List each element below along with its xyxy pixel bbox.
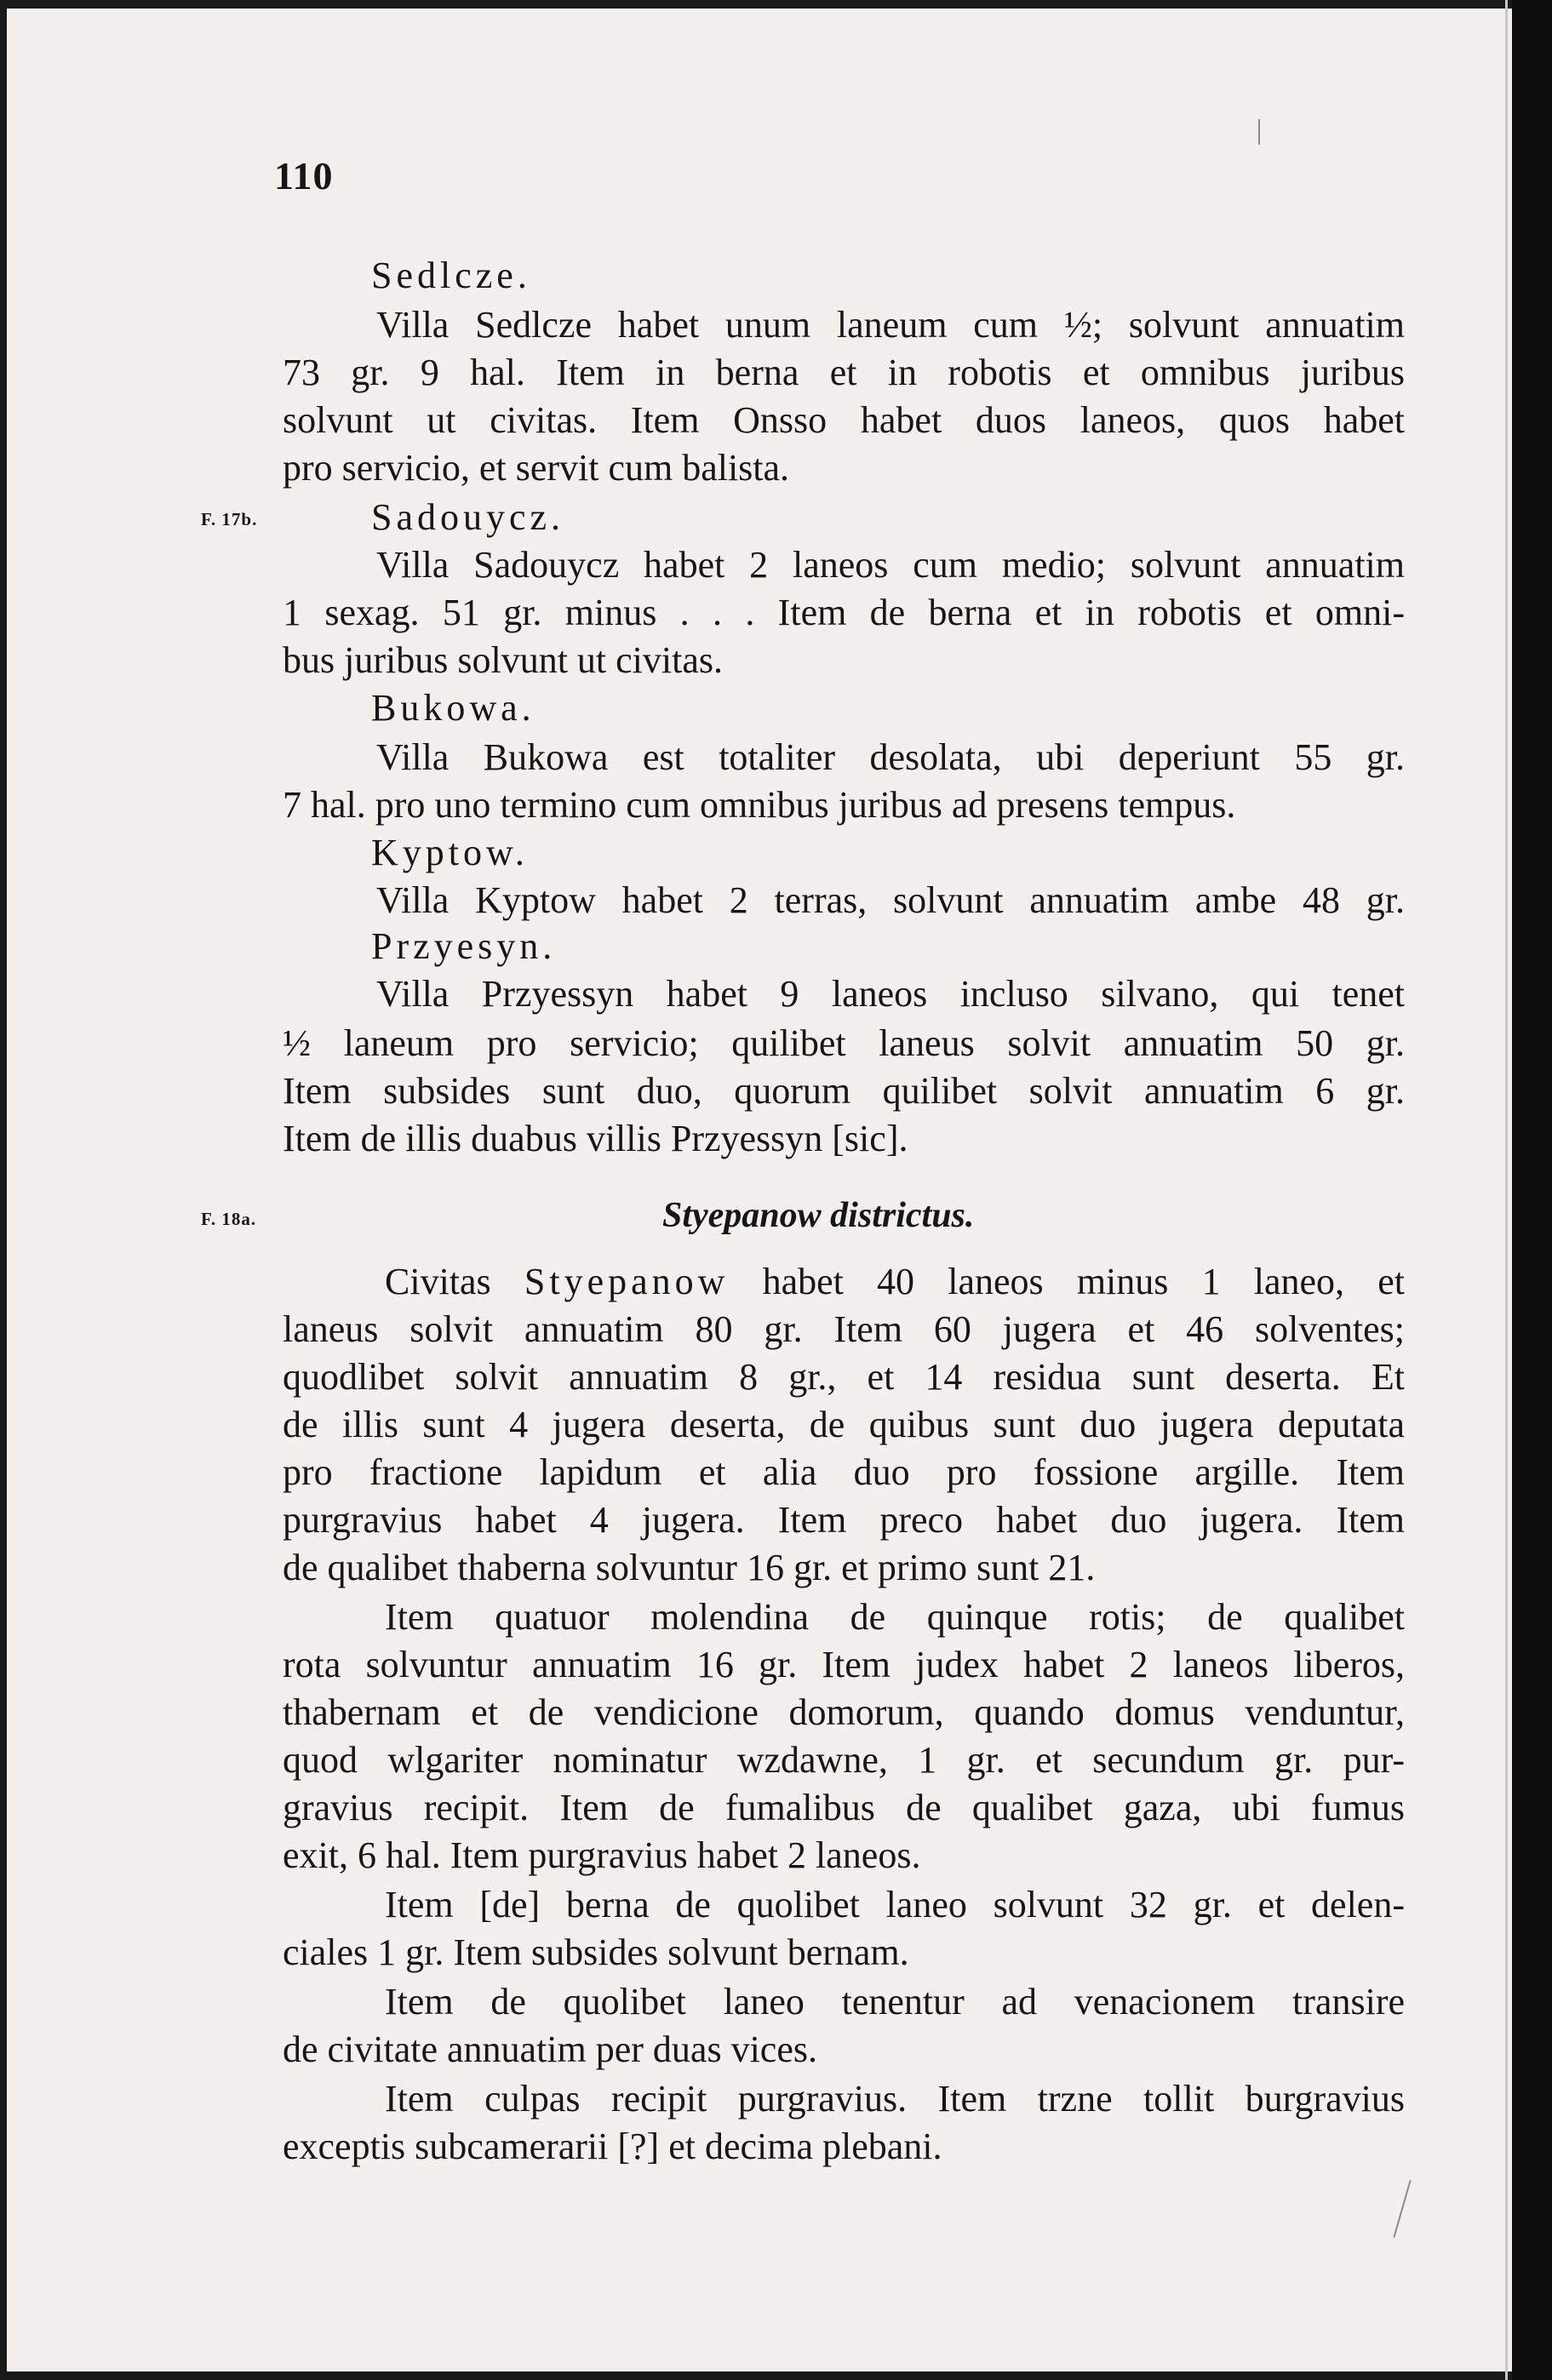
text-line: exit, 6 hal. Item purgravius habet 2 laneos.	[283, 1834, 921, 1876]
text-line: de illis sunt 4 jugera deserta, de quibus sunt duo jugera deputata	[283, 1404, 1405, 1445]
text-line: solvunt ut civitas. Item Onsso habet duos laneos, quos habet	[283, 399, 1405, 441]
text-line: gravius recipit. Item de fumalibus de qualibet gaza, ubi fumus	[283, 1787, 1405, 1828]
scan-edge-line	[1505, 0, 1508, 2380]
margin-mark	[1258, 119, 1260, 145]
text-line: Item de quolibet laneo tenentur ad venacionem transire	[385, 1981, 1405, 2022]
text-line: Item quatuor molendina de quinque rotis; de qualibet	[385, 1596, 1405, 1638]
text-line: thabernam et de vendicione domorum, quando domus venduntur,	[283, 1691, 1405, 1733]
text-span: Civitas	[385, 1261, 491, 1302]
text-line: rota solvuntur annuatim 16 gr. Item judex habet 2 laneos liberos,	[283, 1644, 1405, 1685]
text-line: Villa Sadouycz habet 2 laneos cum medio; solvunt annuatim	[376, 544, 1405, 586]
text-line: laneus solvit annuatim 80 gr. Item 60 jugera et 46 solventes;	[283, 1308, 1405, 1350]
text-line: Item de illis duabus villis Przyessyn [sic].	[283, 1118, 908, 1159]
heading-bukowa: Bukowa.	[371, 687, 535, 729]
text-line: 7 hal. pro uno termino cum omnibus juribus ad presens tempus.	[283, 784, 1236, 826]
text-line	[385, 1258, 1405, 1306]
text-line: 1 sexag. 51 gr. minus . . . Item de berna et in robotis et omni-	[283, 592, 1405, 633]
text-line: purgravius habet 4 jugera. Item preco habet duo jugera. Item	[283, 1499, 1405, 1541]
text-line: Item culpas recipit purgravius. Item trzne tollit burgravius	[385, 2078, 1405, 2120]
text-line: pro servicio, et servit cum balista.	[283, 447, 790, 489]
text-line: pro fractione lapidum et alia duo pro fossione argille. Item	[283, 1451, 1405, 1493]
scan-border	[1512, 0, 1552, 2380]
heading-sadouycz: Sadouycz.	[371, 496, 565, 538]
text-line: quodlibet solvit annuatim 8 gr., et 14 residua sunt deserta. Et	[283, 1356, 1405, 1398]
text-line: Item subsides sunt duo, quorum quilibet solvit annuatim 6 gr.	[283, 1070, 1405, 1112]
heading-kyptow: Kyptow.	[371, 832, 529, 873]
text-line: de civitate annuatim per duas vices.	[283, 2028, 817, 2070]
folio-note-17b: F. 17b.	[201, 509, 258, 529]
text-line: Villa Kyptow habet 2 terras, solvunt annuatim ambe 48 gr.	[376, 879, 1405, 921]
town-name: Styepanow	[524, 1261, 730, 1302]
folio-note-18a: F. 18a.	[201, 1209, 257, 1229]
text-line: ciales 1 gr. Item subsides solvunt bernam.	[283, 1931, 909, 1973]
text-line: bus juribus solvunt ut civitas.	[283, 639, 723, 681]
heading-sedlcze: Sedlcze.	[371, 255, 531, 296]
text-line: de qualibet thaberna solvuntur 16 gr. et primo sunt 21.	[283, 1547, 1096, 1588]
text-line: Item [de] berna de quolibet laneo solvunt 32 gr. et delen-	[385, 1884, 1405, 1925]
heading-przyesyn: Przyesyn.	[371, 925, 557, 967]
district-heading: Styepanow districtus.	[662, 1196, 975, 1235]
text-line: Villa Przyessyn habet 9 laneos incluso silvano, qui tenet	[376, 973, 1405, 1015]
text-line: Villa Sedlcze habet unum laneum cum ½; solvunt annuatim	[376, 304, 1405, 346]
text-line: quod wlgariter nominatur wzdawne, 1 gr. et secundum gr. pur-	[283, 1739, 1405, 1781]
text-line: Villa Bukowa est totaliter desolata, ubi deperiunt 55 gr.	[376, 736, 1405, 778]
text-span: habet 40 laneos minus 1 laneo, et	[762, 1261, 1405, 1302]
text-line: 73 gr. 9 hal. Item in berna et in robotis et omnibus juribus	[283, 352, 1405, 393]
text-line: exceptis subcamerarii [?] et decima plebani.	[283, 2125, 942, 2167]
text-line: ½ laneum pro servicio; quilibet laneus solvit annuatim 50 gr.	[283, 1022, 1405, 1064]
page-number: 110	[274, 154, 334, 197]
